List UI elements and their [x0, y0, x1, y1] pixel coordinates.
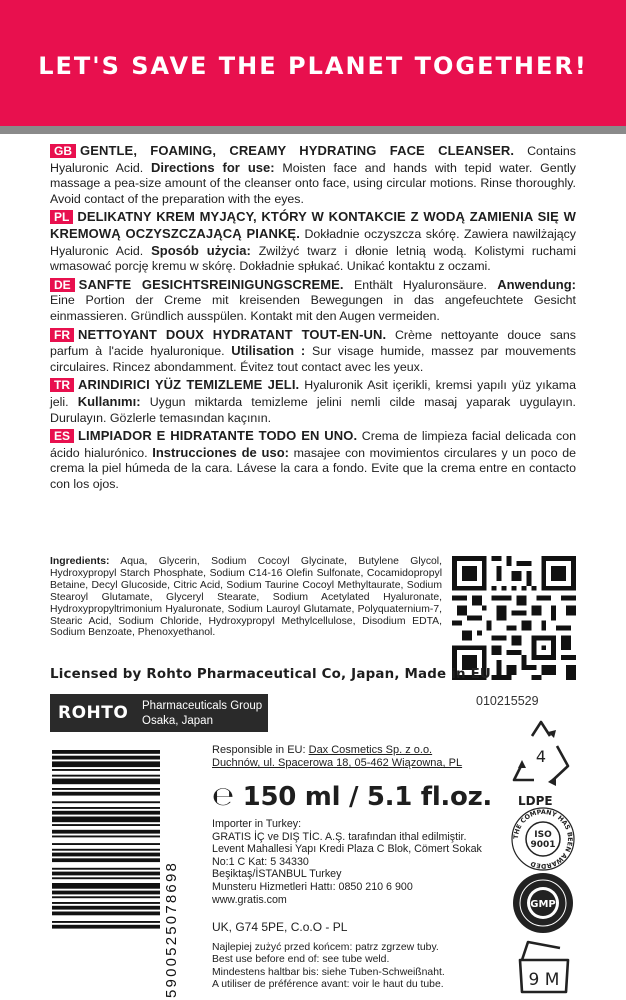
barcode-bar [52, 912, 160, 916]
best-before-line: Najlepiej zużyć przed końcem: patrz zgrzew tuby. [212, 942, 439, 953]
lang-label: Sposób użycia: [151, 242, 251, 258]
barcode-number: 5900525078698 [163, 860, 180, 998]
barcode-bar [52, 896, 160, 898]
lang-tag: GB [50, 144, 76, 158]
ldpe-label: LDPE [518, 794, 553, 808]
licensed-text: Licensed by Rohto Pharmaceutical Co, Japan, Made in EU [50, 667, 491, 682]
lang-section-fr [50, 327, 576, 376]
recycle-icon [510, 718, 572, 790]
barcode-bar [52, 811, 160, 815]
barcode-bar [52, 902, 160, 904]
lang-tag: DE [50, 278, 75, 292]
barcode-bar [52, 761, 160, 767]
ingredients-label: Ingredients: [50, 556, 110, 567]
iso-certified-icon [510, 806, 576, 872]
barcode-bar [52, 792, 160, 796]
pao-jar-icon [514, 938, 574, 996]
iso-number: 9001 [530, 840, 556, 850]
barcode-bar [52, 877, 160, 879]
lang-section-tr [50, 377, 576, 426]
lang-section-es [50, 428, 576, 492]
barcode-bar [52, 788, 160, 790]
lang-label: Directions for use: [151, 159, 275, 175]
lang-text: Dokładnie oczyszcza skórę. Zawiera nawilżający Hyaluronic Acid. [50, 226, 576, 258]
best-before-line: Mindestens haltbar bis: siehe Tuben-Schweißnaht. [212, 966, 445, 978]
importer-line: Beşiktaş/İSTANBUL Turkey [212, 868, 342, 881]
importer-line: No:1 C Kat: 5 34330 [212, 855, 309, 868]
ingredients-block [50, 556, 442, 639]
rohto-location: Osaka, Japan [142, 715, 213, 727]
lang-section-gb [50, 143, 576, 207]
lang-heading: NETTOYANT DOUX HYDRATANT TOUT-EN-UN. [78, 326, 387, 342]
lang-label: Utilisation : [231, 343, 306, 359]
lang-section-de [50, 277, 576, 325]
barcode-bar [52, 906, 160, 910]
lang-heading: GENTLE, FOAMING, CREAMY HYDRATING FACE CLEANSER. [80, 143, 515, 158]
pao-label: 9 M [528, 970, 560, 990]
lang-text: Sur visage humide, massez par mouvements circulaires. Rincez abondamment. Évitez tout contact avec les yeux. [50, 344, 576, 374]
banner-shadow [0, 126, 626, 134]
lang-text: Hyaluronik Asit içerikli, kremsi yapılı yüz yıkama jeli. [50, 378, 576, 409]
gmp-label: GMP [530, 899, 556, 910]
lang-text: Enthält Hyaluronsäure. [343, 277, 498, 292]
barcode-bar [52, 858, 160, 862]
lang-heading: ARINDIRICI YÜZ TEMIZLEME JELI. [78, 377, 300, 393]
lang-text: Moisten face and hands with tepid water. Gently massage a pea-size amount of the cleanser onto face, using circular motions. Rinse thoroughly. Avoid contact of the preparation with the eyes. [50, 160, 576, 206]
ingredients-text: Aqua, Glycerin, Sodium Cocoyl Glycinate, Butylene Glycol, Hydroxypropyl Starch Phosphate, Sodium C14-16 Olefin Sulfonate, Cocamidopropyl Betaine, Decyl Glucoside, Citric Acid, Sodium Taurine Cocoyl Methyltaurate, Sodium Stearoyl Glutamate, Glyceryl Stearate, Sodium Acetylated Hyaluronate, Hydroxypropyltrimonium Hyaluronate, Sodium Lauroyl Glutamate, Polyquaternium-7, Stearic Acid, Sodium Chloride, Hydroxypropyl Methylcellulose, Disodium EDTA, Sodium Benzoate, Phenoxyethanol. [50, 556, 442, 639]
barcode-bar [52, 843, 160, 845]
lang-text: Eine Portion der Creme mit kreisenden Bewegungen in das angefeuchtete Gesicht einmassieren. Gründlich ausspülen. Kontakt mit den Augen vermeiden. [50, 293, 576, 323]
barcode-bar [52, 769, 160, 771]
rohto-group: Pharmaceuticals Group [142, 700, 263, 712]
best-before-line: A utiliser de préférence avant: voir le haut du tube. [212, 979, 444, 991]
barcode-bar [52, 830, 160, 834]
lang-section-pl [50, 209, 576, 274]
responsible-company: Dax Cosmetics Sp. z o.o. [308, 744, 433, 756]
lang-label: Instrucciones de uso: [152, 444, 289, 460]
lang-heading: SANFTE GESICHTSREINIGUNGSCREME. [78, 276, 344, 292]
barcode-bar [52, 779, 160, 785]
rohto-badge [50, 694, 268, 732]
banner-title: LET'S SAVE THE PLANET TOGETHER! [38, 52, 588, 80]
barcode-bar [52, 756, 160, 760]
barcode-bar [52, 925, 160, 929]
barcode-bar [52, 750, 160, 754]
lang-tag: ES [50, 429, 74, 443]
top-banner [0, 0, 626, 126]
importer-line: Levent Mahallesi Yapı Kredi Plaza C Blok, Cömert Sokak [212, 843, 482, 856]
lang-text: Zwilżyć twarz i dłonie letnią wodą. Kolistymi ruchami wmasować porcję kremu w skórę. Dokładnie spłukać. Unikać kontaktu z oczami. [50, 243, 576, 274]
lang-label: Kullanımı: [77, 393, 141, 409]
responsible-label: Responsible in EU: [212, 744, 306, 756]
barcode-bar [52, 807, 160, 809]
barcode-bar [52, 868, 160, 870]
barcode-bar [52, 921, 160, 923]
barcode-bar [52, 775, 160, 777]
lang-text: Contains Hyaluronic Acid. [50, 144, 576, 175]
lang-tag: TR [50, 378, 74, 392]
volume: ℮ 150 ml / 5.1 fl.oz. [212, 782, 492, 812]
importer-line: Importer in Turkey: [212, 818, 302, 830]
iso-ring-text: THE COMPANY HAS BEEN AWARDED [511, 807, 575, 871]
importer-line: Munsteru Hizmetleri Hattı: 0850 210 6 900 [212, 880, 413, 893]
recycle-number: 4 [535, 747, 547, 766]
lang-heading: DELIKATNY KREM MYJĄCY, KTÓRY W KONTAKCIE Z WODĄ ZAMIENIA SIĘ W KREMOWĄ OCZYSZCZAJĄCĄ PIANKĘ. [50, 209, 576, 241]
barcode-bar [52, 883, 160, 889]
barcode-bar [52, 853, 160, 857]
barcode-bar [52, 817, 160, 823]
lang-tag: FR [50, 328, 74, 342]
lang-label: Anwendung: [497, 276, 576, 292]
gmp-icon [512, 872, 574, 934]
uk-origin: UK, G74 5PE, C.o.O - PL [212, 920, 348, 934]
best-before-line: Best use before end of: see tube weld. [212, 954, 390, 966]
product-code: 010215529 [476, 694, 539, 708]
language-sections [50, 143, 576, 494]
barcode [52, 748, 184, 1000]
lang-text: Uygun miktarda temizleme jelini nemli cilde masaj yaparak uygulayın. Durulayın. Gözlerle temasından kaçının. [50, 394, 576, 425]
barcode-bar [52, 824, 160, 826]
barcode-bar [52, 872, 160, 876]
iso-label: ISO [534, 830, 552, 840]
barcode-bar [52, 849, 160, 851]
lang-text: Crema de limpieza facial delicada con ácido hialurónico. [50, 429, 576, 460]
importer-block [212, 818, 482, 906]
responsible-address: Duchnów, ul. Spacerowa 18, 05-462 Wiązowna, PL [212, 757, 463, 769]
barcode-bar [52, 891, 160, 895]
importer-line: www.gratis.com [212, 893, 287, 906]
best-before-block [212, 942, 445, 992]
barcode-bar [52, 801, 160, 803]
responsible-block [212, 744, 462, 770]
qr-code [452, 556, 576, 680]
lang-tag: PL [50, 210, 73, 224]
lang-heading: LIMPIADOR E HIDRATANTE TODO EN UNO. [78, 428, 358, 444]
barcode-bar [52, 836, 160, 838]
lang-text: masajee con movimientos circulares y un poco de crema la piel húmeda de la cara. Lávese la cara a fondo. Evite que la crema entre en contacto con los ojos. [50, 445, 576, 491]
importer-line: GRATIS İÇ ve DIŞ TİC. A.Ş. tarafından ithal edilmiştir. [212, 830, 467, 843]
lang-text: Crème nettoyante douce sans parfum à l'acide hyaluronique. [50, 327, 576, 359]
rohto-logo: ROHTO [58, 703, 129, 723]
